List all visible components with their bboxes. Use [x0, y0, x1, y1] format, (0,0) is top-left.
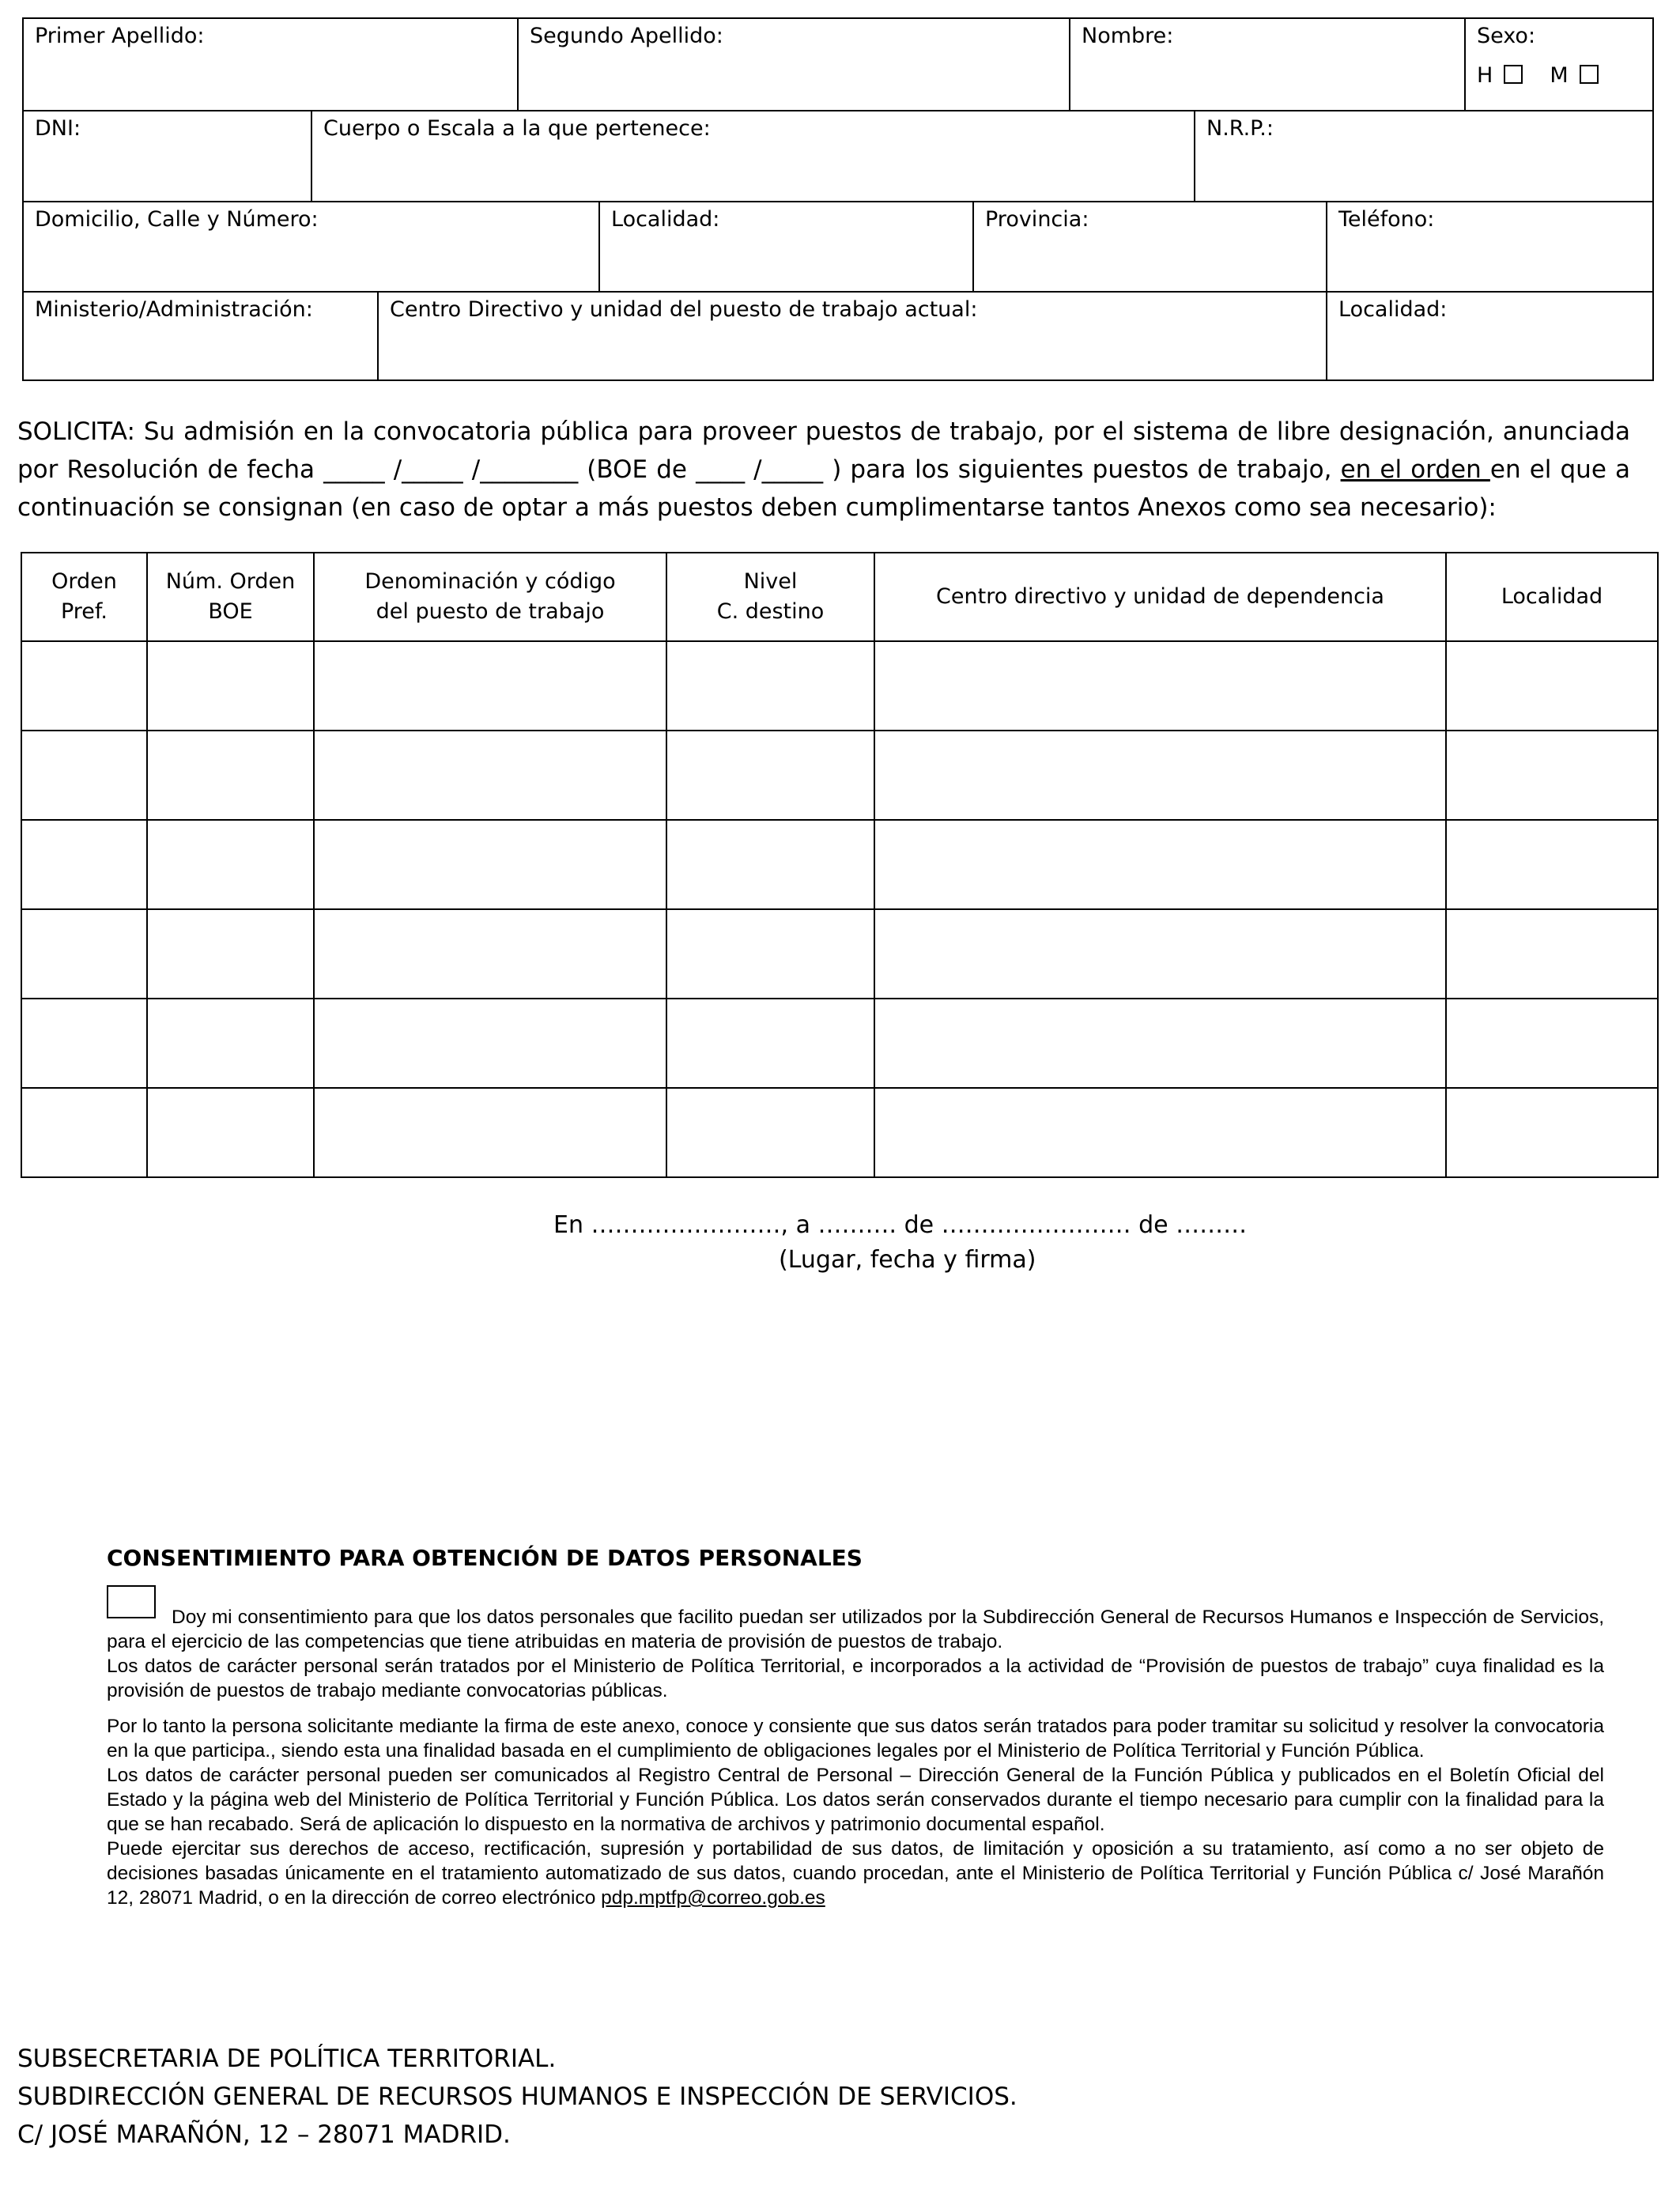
- centro-directivo-label: Centro Directivo y unidad del puesto de trabajo actual:: [390, 297, 978, 322]
- table-cell[interactable]: [666, 999, 874, 1088]
- personal-row-3: [24, 201, 1652, 291]
- consent-paragraph-1: Doy mi consentimiento para que los datos personales que facilito puedan ser utilizados por la Subdirección General de Recursos Humanos e Inspección de Servicios, para el ejercicio de las competencias que tiene atribuidas en materia de provisión de puestos de trabajo.: [107, 1607, 1604, 1652]
- contact-email-link[interactable]: pdp.mptfp@correo.gob.es: [601, 1887, 825, 1909]
- header-denominacion: Denominación y código del puesto de trabajo: [314, 553, 666, 641]
- dni-field[interactable]: [24, 111, 311, 201]
- table-cell[interactable]: [666, 909, 874, 999]
- header-orden-pref: Orden Pref.: [21, 553, 147, 641]
- table-cell[interactable]: [874, 909, 1446, 999]
- table-cell[interactable]: [21, 731, 147, 820]
- footer-line-3: C/ JOSÉ MARAÑÓN, 12 – 28071 MADRID.: [17, 2120, 511, 2149]
- ministerio-label: Ministerio/Administración:: [35, 297, 313, 322]
- localidad-label: Localidad:: [611, 207, 720, 232]
- table-cell[interactable]: [21, 820, 147, 909]
- cuerpo-escala-label: Cuerpo o Escala a la que pertenece:: [323, 116, 711, 141]
- cuerpo-escala-field[interactable]: [311, 111, 1194, 201]
- personal-row-1: [24, 19, 1652, 110]
- table-cell[interactable]: [21, 1088, 147, 1177]
- consent-paragraph-2: Los datos de carácter personal serán tratados por el Ministerio de Política Territorial, e incorporados a la actividad de “Provisión de puestos de trabajo” cuya finalidad es la provisión de puestos de trabajo mediante convocatorias públicas.: [107, 1656, 1604, 1701]
- table-cell[interactable]: [314, 820, 666, 909]
- nrp-field[interactable]: [1194, 111, 1652, 201]
- header-localidad: Localidad: [1446, 553, 1658, 641]
- sexo-options: [1477, 63, 1625, 88]
- domicilio-label: Domicilio, Calle y Número:: [35, 207, 319, 232]
- sexo-label: Sexo:: [1477, 24, 1536, 48]
- localidad-actual-field[interactable]: [1326, 293, 1652, 380]
- table-cell[interactable]: [314, 999, 666, 1088]
- table-cell[interactable]: [666, 731, 874, 820]
- table-cell[interactable]: [314, 909, 666, 999]
- nombre-label: Nombre:: [1082, 24, 1174, 48]
- table-cell[interactable]: [666, 641, 874, 731]
- table-cell[interactable]: [147, 999, 314, 1088]
- header-nivel: Nivel C. destino: [666, 553, 874, 641]
- footer-line-1: SUBSECRETARIA DE POLÍTICA TERRITORIAL.: [17, 2045, 557, 2073]
- table-cell[interactable]: [147, 731, 314, 820]
- dni-label: DNI:: [35, 116, 81, 141]
- provincia-field[interactable]: [972, 202, 1326, 291]
- segundo-apellido-field[interactable]: [517, 19, 1069, 110]
- consent-text: [107, 1605, 1604, 1910]
- sexo-h-checkbox[interactable]: [1504, 65, 1523, 84]
- ministerio-field[interactable]: [24, 293, 377, 380]
- provincia-label: Provincia:: [985, 207, 1089, 232]
- primer-apellido-label: Primer Apellido:: [35, 24, 205, 48]
- table-cell[interactable]: [147, 909, 314, 999]
- localidad-field[interactable]: [598, 202, 972, 291]
- table-cell[interactable]: [874, 999, 1446, 1088]
- table-row: [21, 1088, 1658, 1177]
- table-cell[interactable]: [666, 1088, 874, 1177]
- table-cell[interactable]: [314, 731, 666, 820]
- table-cell[interactable]: [147, 641, 314, 731]
- domicilio-field[interactable]: [24, 202, 598, 291]
- table-row: [21, 909, 1658, 999]
- consent-paragraph-4: Los datos de carácter personal pueden ser comunicados al Registro Central de Personal – Dirección General de la Función Pública y publicados en el Boletín Oficial del Estado y la página web del Ministerio de Política Territorial y Función Pública. Los datos serán conservados durante el tiempo necesario para cumplir con la finalidad para la que se han recabado. Será de aplicación lo dispuesto en la normativa de archivos y patrimonio documental español.: [107, 1765, 1604, 1835]
- primer-apellido-field[interactable]: [24, 19, 517, 110]
- table-cell[interactable]: [1446, 909, 1658, 999]
- consent-title: CONSENTIMIENTO PARA OBTENCIÓN DE DATOS PERSONALES: [107, 1545, 863, 1571]
- table-cell[interactable]: [1446, 731, 1658, 820]
- table-cell[interactable]: [147, 1088, 314, 1177]
- table-cell[interactable]: [147, 820, 314, 909]
- footer-line-2: SUBDIRECCIÓN GENERAL DE RECURSOS HUMANOS E INSPECCIÓN DE SERVICIOS.: [17, 2083, 1017, 2111]
- sexo-field: [1464, 19, 1652, 110]
- personal-row-4: [24, 291, 1652, 380]
- table-cell[interactable]: [874, 820, 1446, 909]
- consent-paragraph-5: [107, 1837, 1604, 1910]
- table-cell[interactable]: [874, 1088, 1446, 1177]
- signature-caption: (Lugar, fecha y firma): [779, 1246, 1036, 1274]
- table-cell[interactable]: [1446, 820, 1658, 909]
- table-cell[interactable]: [874, 641, 1446, 731]
- table-cell[interactable]: [1446, 1088, 1658, 1177]
- table-row: [21, 820, 1658, 909]
- nombre-field[interactable]: [1069, 19, 1464, 110]
- signature-place-date-line[interactable]: En ……………………, a ………. de …………………… de ………: [553, 1211, 1248, 1239]
- solicita-text-2: en el que a continuación se consignan (en caso de optar a más puestos deben cumplimentarse tantos Anexos como sea necesario):: [17, 455, 1630, 522]
- table-row: [21, 641, 1658, 731]
- solicita-underlined: en el orden: [1340, 455, 1490, 484]
- table-row: [21, 999, 1658, 1088]
- telefono-label: Teléfono:: [1338, 207, 1435, 232]
- table-header-row: [21, 553, 1658, 641]
- header-num-orden-boe: Núm. Orden BOE: [147, 553, 314, 641]
- consent-paragraph-3: Por lo tanto la persona solicitante mediante la firma de este anexo, conoce y consiente que sus datos serán tratados para poder tramitar su solicitud y resolver la convocatoria en la que participa., siendo esta una finalidad basada en el cumplimiento de obligaciones legales por el Ministerio de Política Territorial y Función Pública.: [107, 1716, 1604, 1762]
- sexo-h-label: H: [1477, 63, 1493, 88]
- personal-data-grid: [22, 17, 1654, 381]
- sexo-m-label: M: [1550, 63, 1569, 88]
- consent-paragraph-5-text: Puede ejercitar sus derechos de acceso, rectificación, supresión y portabilidad de sus datos, de limitación y oposición a su tratamiento, así como a no ser objeto de decisiones basadas únicamente en el tratamiento automatizado de sus datos, cuando procedan, ante el Ministerio de Política Territorial y Función Pública c/ José Marañón 12, 28071 Madrid, o en la dirección de correo electrónico: [107, 1838, 1604, 1909]
- solicita-text-1: SOLICITA: Su admisión en la convocatoria pública para proveer puestos de trabajo, por el sistema de libre designación, anunciada por Resolución de fecha _____ /_____ /________ (BOE de ____ /_____ ) para los siguientes puestos de trabajo,: [17, 417, 1630, 484]
- telefono-field[interactable]: [1326, 202, 1652, 291]
- nrp-label: N.R.P.:: [1206, 116, 1274, 141]
- sexo-m-checkbox[interactable]: [1580, 65, 1599, 84]
- table-cell[interactable]: [1446, 641, 1658, 731]
- table-cell[interactable]: [874, 731, 1446, 820]
- table-cell[interactable]: [21, 641, 147, 731]
- localidad-actual-label: Localidad:: [1338, 297, 1448, 322]
- table-cell[interactable]: [1446, 999, 1658, 1088]
- footer-address: [17, 2040, 1017, 2154]
- segundo-apellido-label: Segundo Apellido:: [530, 24, 723, 48]
- centro-directivo-field[interactable]: [377, 293, 1326, 380]
- table-row: [21, 731, 1658, 820]
- table-cell[interactable]: [314, 641, 666, 731]
- personal-row-2: [24, 110, 1652, 201]
- table-cell[interactable]: [666, 820, 874, 909]
- header-centro-directivo: Centro directivo y unidad de dependencia: [874, 553, 1446, 641]
- table-cell[interactable]: [21, 999, 147, 1088]
- positions-table: [21, 552, 1659, 1178]
- solicita-paragraph: [17, 413, 1630, 527]
- table-cell[interactable]: [21, 909, 147, 999]
- table-cell[interactable]: [314, 1088, 666, 1177]
